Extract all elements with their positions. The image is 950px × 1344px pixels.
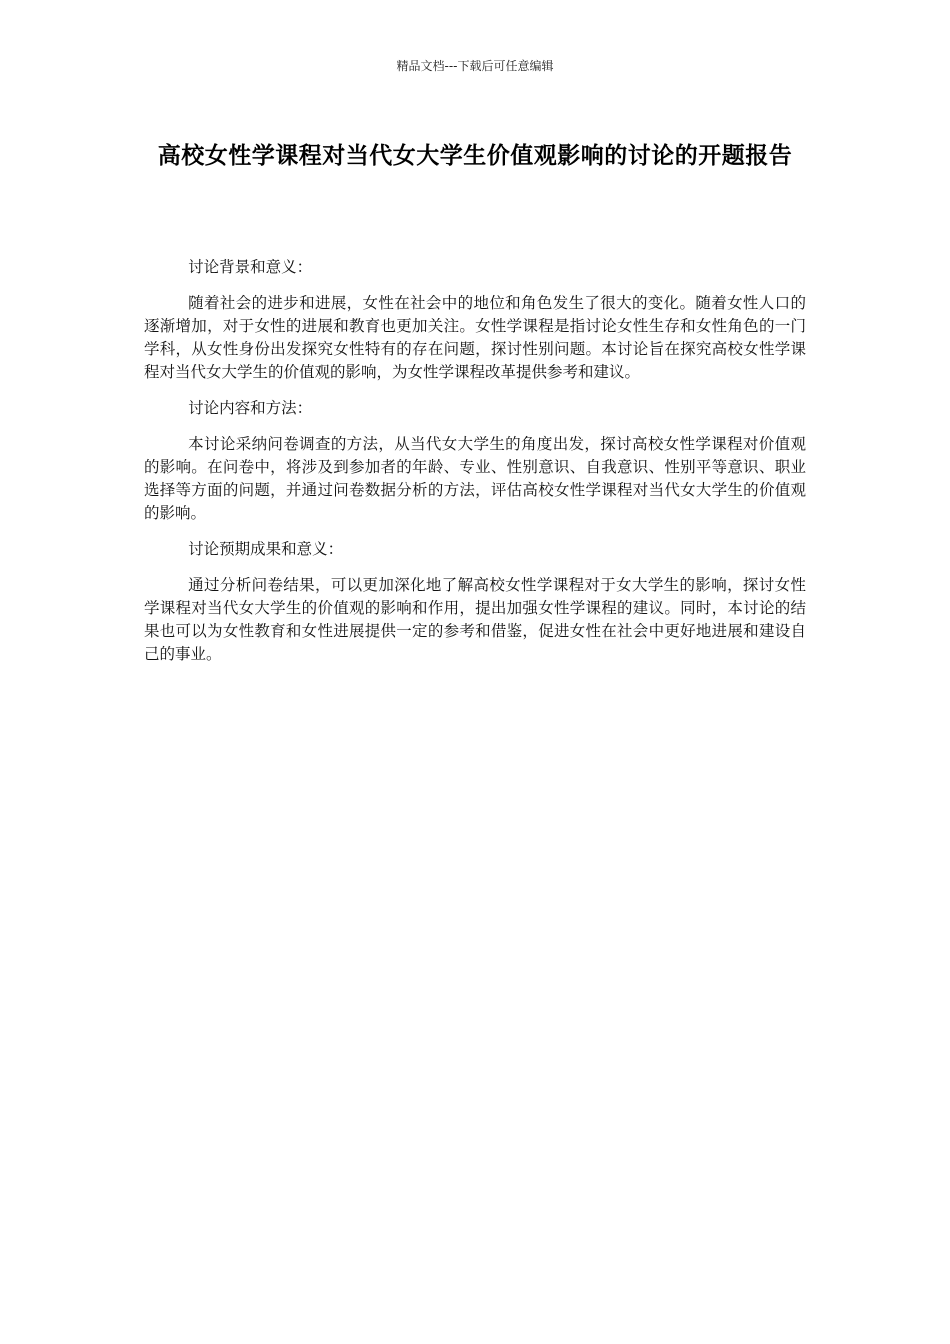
header-note: 精品文档---下载后可任意编辑 [396,59,554,73]
section-body-background: 随着社会的进步和进展，女性在社会中的地位和角色发生了很大的变化。随着女性人口的逐渐增加，对于女性的进展和教育也更加关注。女性学课程是指讨论女性生存和女性角色的一门学科，从女性身份出发探究女性特有的存在问题，探讨性别问题。本讨论旨在探究高校女性学课程对当代女大学生的价值观的影响，为女性学课程改革提供参考和建议。 [144,294,806,381]
section-heading-method: 讨论内容和方法： [188,399,313,417]
section-heading-background: 讨论背景和意义： [188,258,313,276]
document-title: 高校女性学课程对当代女大学生价值观影响的讨论的开题报告 [157,143,793,169]
document-body [144,256,806,679]
section-body-outcome: 通过分析问卷结果，可以更加深化地了解高校女性学课程对于女大学生的影响，探讨女性学课程对当代女大学生的价值观的影响和作用，提出加强女性学课程的建议。同时，本讨论的结果也可以为女性教育和女性进展提供一定的参考和借鉴，促进女性在社会中更好地进展和建设自己的事业。 [144,576,806,663]
section-body-method: 本讨论采纳问卷调查的方法，从当代女大学生的角度出发，探讨高校女性学课程对价值观的影响。在问卷中，将涉及到参加者的年龄、专业、性别意识、自我意识、性别平等意识、职业选择等方面的问题，并通过问卷数据分析的方法，评估高校女性学课程对当代女大学生的价值观的影响。 [144,435,806,522]
section-heading-outcome: 讨论预期成果和意义： [188,540,344,558]
